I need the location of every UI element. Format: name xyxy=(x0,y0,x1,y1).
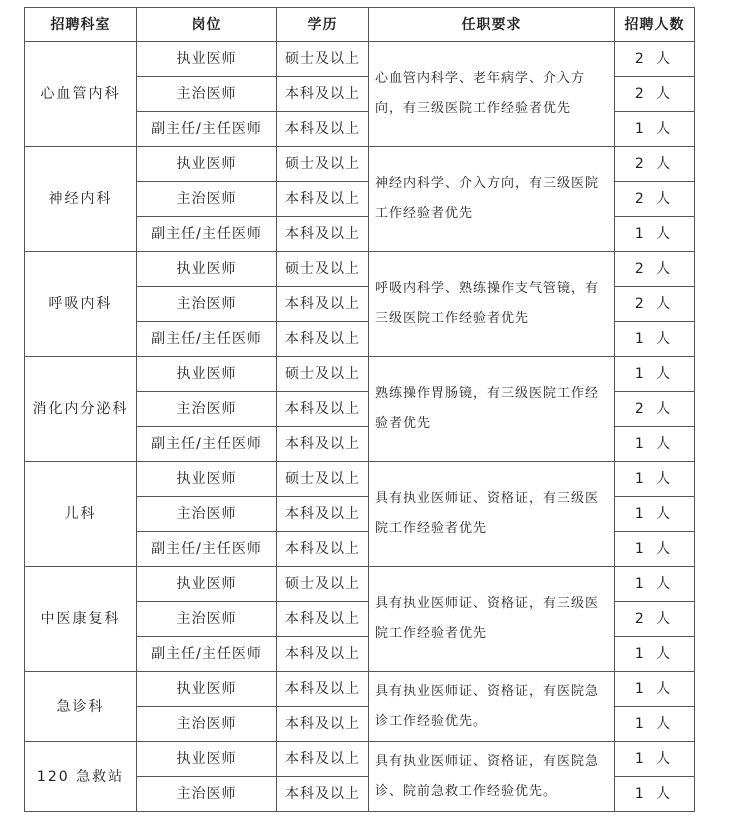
education-cell: 本科及以上 xyxy=(277,532,369,567)
count-cell: 1 人 xyxy=(615,322,695,357)
count-cell: 1 人 xyxy=(615,672,695,707)
education-cell: 本科及以上 xyxy=(277,287,369,322)
table-row xyxy=(25,742,695,777)
education-cell: 本科及以上 xyxy=(277,742,369,777)
department-name: 中医康复科 xyxy=(25,567,137,672)
education-cell: 硕士及以上 xyxy=(277,462,369,497)
education-cell: 硕士及以上 xyxy=(277,357,369,392)
education-cell: 本科及以上 xyxy=(277,77,369,112)
education-cell: 本科及以上 xyxy=(277,672,369,707)
education-cell: 本科及以上 xyxy=(277,182,369,217)
education-cell: 硕士及以上 xyxy=(277,147,369,182)
recruitment-table xyxy=(24,7,695,812)
post-cell: 执业医师 xyxy=(137,357,277,392)
education-cell: 本科及以上 xyxy=(277,602,369,637)
count-cell: 1 人 xyxy=(615,217,695,252)
count-cell: 1 人 xyxy=(615,742,695,777)
requirement-cell: 神经内科学、介入方向，有三级医院工作经验者优先 xyxy=(369,147,615,252)
post-cell: 执业医师 xyxy=(137,672,277,707)
education-cell: 硕士及以上 xyxy=(277,567,369,602)
education-cell: 本科及以上 xyxy=(277,427,369,462)
requirement-cell: 具有执业医师证、资格证，有医院急诊工作经验优先。 xyxy=(369,672,615,742)
requirement-cell: 具有执业医师证、资格证，有三级医院工作经验者优先 xyxy=(369,462,615,567)
education-cell: 本科及以上 xyxy=(277,497,369,532)
education-cell: 本科及以上 xyxy=(277,217,369,252)
department-name: 呼吸内科 xyxy=(25,252,137,357)
header-post: 岗位 xyxy=(137,8,277,42)
post-cell: 副主任/主任医师 xyxy=(137,637,277,672)
count-cell: 2 人 xyxy=(615,77,695,112)
count-cell: 1 人 xyxy=(615,427,695,462)
post-cell: 主治医师 xyxy=(137,77,277,112)
education-cell: 本科及以上 xyxy=(277,777,369,812)
department-name: 急诊科 xyxy=(25,672,137,742)
table-row xyxy=(25,357,695,392)
header-education: 学历 xyxy=(277,8,369,42)
department-name: 消化内分泌科 xyxy=(25,357,137,462)
count-cell: 2 人 xyxy=(615,392,695,427)
requirement-cell: 具有执业医师证、资格证，有医院急诊、院前急救工作经验优先。 xyxy=(369,742,615,812)
department-name: 神经内科 xyxy=(25,147,137,252)
count-cell: 1 人 xyxy=(615,777,695,812)
table-row xyxy=(25,672,695,707)
post-cell: 执业医师 xyxy=(137,147,277,182)
count-cell: 2 人 xyxy=(615,287,695,322)
requirement-cell: 具有执业医师证、资格证，有三级医院工作经验者优先 xyxy=(369,567,615,672)
education-cell: 本科及以上 xyxy=(277,112,369,147)
count-cell: 1 人 xyxy=(615,532,695,567)
count-cell: 1 人 xyxy=(615,707,695,742)
table-row xyxy=(25,147,695,182)
education-cell: 本科及以上 xyxy=(277,707,369,742)
count-cell: 2 人 xyxy=(615,182,695,217)
header-row xyxy=(25,8,695,42)
table-row xyxy=(25,252,695,287)
table-body xyxy=(25,42,695,812)
count-cell: 1 人 xyxy=(615,112,695,147)
department-name: 儿科 xyxy=(25,462,137,567)
post-cell: 执业医师 xyxy=(137,252,277,287)
post-cell: 主治医师 xyxy=(137,777,277,812)
post-cell: 副主任/主任医师 xyxy=(137,532,277,567)
post-cell: 主治医师 xyxy=(137,392,277,427)
education-cell: 硕士及以上 xyxy=(277,252,369,287)
department-name: 120 急救站 xyxy=(25,742,137,812)
count-cell: 1 人 xyxy=(615,567,695,602)
post-cell: 执业医师 xyxy=(137,742,277,777)
header-count: 招聘人数 xyxy=(615,8,695,42)
count-cell: 2 人 xyxy=(615,602,695,637)
count-cell: 1 人 xyxy=(615,637,695,672)
header-department: 招聘科室 xyxy=(25,8,137,42)
requirement-cell: 呼吸内科学、熟练操作支气管镜，有三级医院工作经验者优先 xyxy=(369,252,615,357)
requirement-cell: 熟练操作胃肠镜，有三级医院工作经验者优先 xyxy=(369,357,615,462)
education-cell: 本科及以上 xyxy=(277,392,369,427)
post-cell: 副主任/主任医师 xyxy=(137,217,277,252)
post-cell: 主治医师 xyxy=(137,707,277,742)
post-cell: 执业医师 xyxy=(137,462,277,497)
post-cell: 主治医师 xyxy=(137,602,277,637)
post-cell: 主治医师 xyxy=(137,287,277,322)
post-cell: 主治医师 xyxy=(137,182,277,217)
department-name: 心血管内科 xyxy=(25,42,137,147)
education-cell: 硕士及以上 xyxy=(277,42,369,77)
count-cell: 1 人 xyxy=(615,357,695,392)
education-cell: 本科及以上 xyxy=(277,322,369,357)
table-row xyxy=(25,42,695,77)
count-cell: 2 人 xyxy=(615,42,695,77)
requirement-cell: 心血管内科学、老年病学、介入方向，有三级医院工作经验者优先 xyxy=(369,42,615,147)
count-cell: 2 人 xyxy=(615,147,695,182)
count-cell: 2 人 xyxy=(615,252,695,287)
post-cell: 副主任/主任医师 xyxy=(137,427,277,462)
post-cell: 主治医师 xyxy=(137,497,277,532)
education-cell: 本科及以上 xyxy=(277,637,369,672)
count-cell: 1 人 xyxy=(615,462,695,497)
post-cell: 执业医师 xyxy=(137,567,277,602)
post-cell: 执业医师 xyxy=(137,42,277,77)
count-cell: 1 人 xyxy=(615,497,695,532)
post-cell: 副主任/主任医师 xyxy=(137,112,277,147)
post-cell: 副主任/主任医师 xyxy=(137,322,277,357)
header-requirement: 任职要求 xyxy=(369,8,615,42)
table-row xyxy=(25,567,695,602)
table-row xyxy=(25,462,695,497)
